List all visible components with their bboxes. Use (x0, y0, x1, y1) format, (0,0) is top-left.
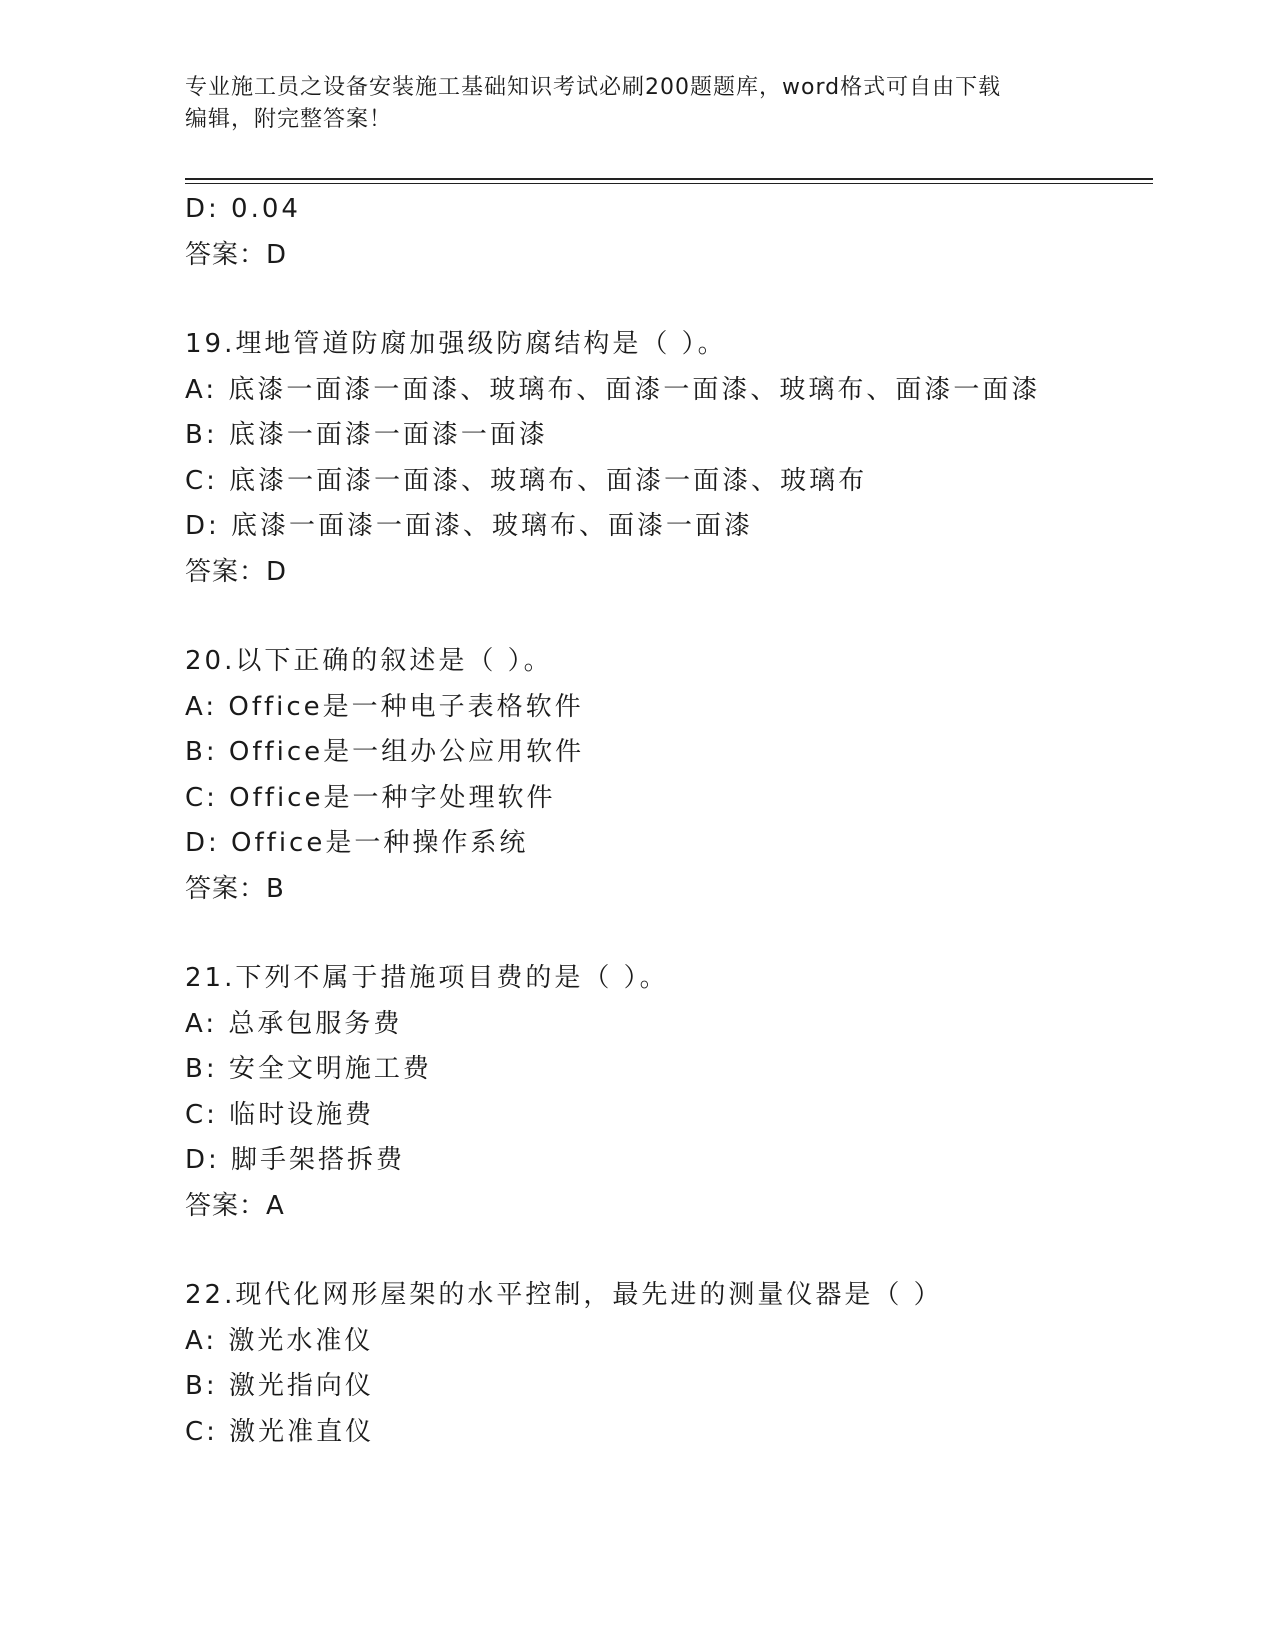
option-d: D: 脚手架搭拆费 (185, 1145, 406, 1175)
question-spacer (185, 912, 1145, 956)
option-c: C: 底漆一面漆一面漆、玻璃布、面漆一面漆、玻璃布 (185, 465, 868, 496)
question-22 (185, 1273, 1145, 1455)
option-b: B: 激光指向仪 (185, 1371, 374, 1401)
option-a: A: Office是一种电子表格软件 (185, 691, 584, 722)
option-a: A: 激光水准仪 (185, 1325, 374, 1356)
question-stem: 20.以下正确的叙述是（ ）。 (185, 646, 553, 676)
option-a: A: 总承包服务费 (185, 1008, 403, 1039)
option-d: D: Office是一种操作系统 (185, 828, 529, 858)
answer: 答案：D (185, 239, 288, 270)
question-spacer (185, 278, 1145, 322)
question-spacer (185, 1229, 1145, 1273)
option-c: C: Office是一种字处理软件 (185, 782, 556, 813)
question-20 (185, 639, 1145, 912)
header-divider-thin (185, 183, 1153, 184)
option-b: B: Office是一组办公应用软件 (185, 737, 585, 767)
document-header (185, 72, 1065, 136)
question-stem: 19.埋地管道防腐加强级防腐结构是（ ）。 (185, 329, 727, 359)
option-c: C: 临时设施费 (185, 1099, 375, 1130)
question-list (185, 187, 1145, 1455)
header-title-line-2: 编辑，附完整答案！ (185, 107, 393, 132)
question-stem: 21.下列不属于措施项目费的是（ ）。 (185, 963, 669, 993)
option-d: D: 0.04 (185, 194, 301, 224)
option-b: B: 安全文明施工费 (185, 1054, 432, 1084)
question-spacer (185, 595, 1145, 639)
answer: 答案：D (185, 556, 288, 587)
option-c: C: 激光准直仪 (185, 1416, 375, 1447)
answer: 答案：A (185, 1190, 285, 1221)
option-d: D: 底漆一面漆一面漆、玻璃布、面漆一面漆 (185, 511, 754, 541)
question-stem: 22.现代化网形屋架的水平控制，最先进的测量仪器是（ ） (185, 1280, 943, 1310)
question-21 (185, 956, 1145, 1229)
question-19 (185, 322, 1145, 595)
header-title-line-1: 专业施工员之设备安装施工基础知识考试必刷200题题库，word格式可自由下载 (185, 75, 1002, 100)
header-divider-thick (185, 178, 1153, 180)
option-b: B: 底漆一面漆一面漆一面漆 (185, 420, 548, 450)
option-a: A: 底漆一面漆一面漆、玻璃布、面漆一面漆、玻璃布、面漆一面漆 (185, 374, 1041, 405)
answer: 答案：B (185, 873, 285, 904)
question-18-tail (185, 187, 1145, 278)
